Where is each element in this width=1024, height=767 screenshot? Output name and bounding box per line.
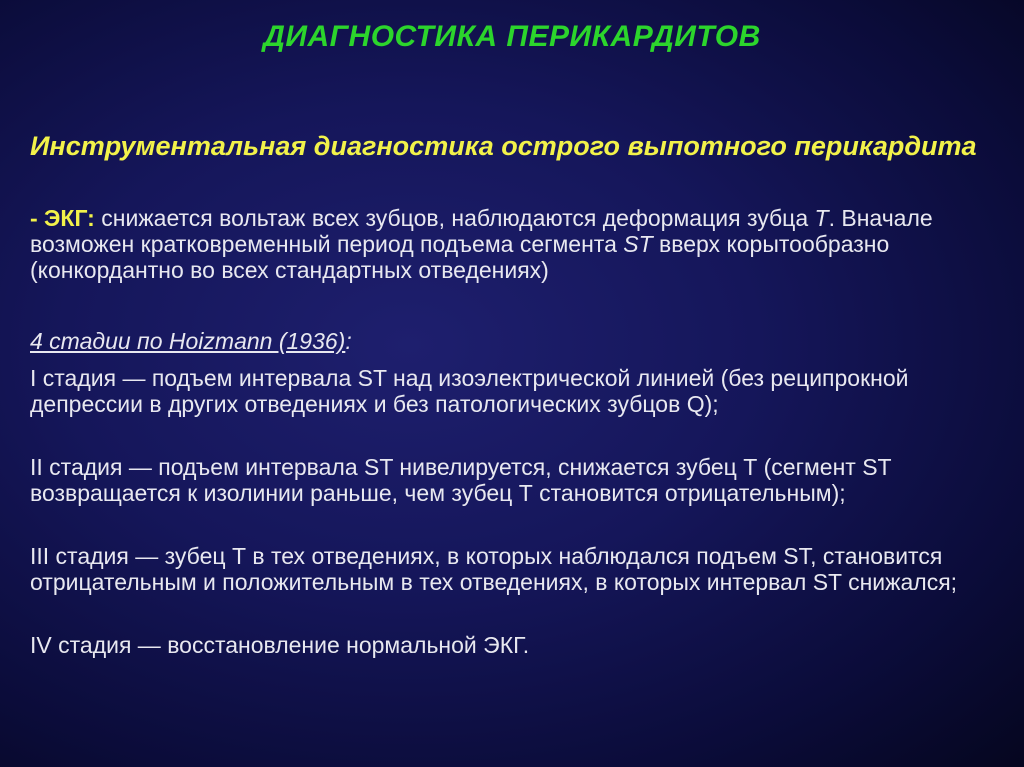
ecg-paragraph bbox=[30, 205, 1005, 283]
ecg-text-1: снижается вольтаж всех зубцов, наблюдаются деформация зубца bbox=[94, 205, 815, 231]
stages-heading bbox=[30, 328, 1005, 354]
ecg-label: - ЭКГ: bbox=[30, 205, 95, 231]
stages-heading-colon: : bbox=[345, 328, 352, 354]
ecg-text-3: вверх корытообразно (конкордантно во всех стандартных отведениях) bbox=[30, 231, 890, 283]
stage-item-3: III стадия — зубец Т в тех отведениях, в которых наблюдался подъем ST, становится отрицательным и положительным в тех отведениях, в которых интервал ST снижался; bbox=[30, 543, 958, 595]
stages-heading-text: 4 стадии по Hoizmann (1936) bbox=[30, 328, 346, 354]
stage-item-2: II стадия — подъем интервала ST нивелируется, снижается зубец Т (сегмент ST возвращается к изолинии раньше, чем зубец Т становится отрицательным); bbox=[30, 454, 892, 506]
slide-subtitle: Инструментальная диагностика острого выпотного перикардита bbox=[30, 131, 977, 161]
ecg-st-segment: ST bbox=[623, 231, 653, 257]
slide-title: ДИАГНОСТИКА ПЕРИКАРДИТОВ bbox=[263, 20, 761, 53]
stage-item-4: IV стадия — восстановление нормальной ЭКГ. bbox=[30, 632, 530, 658]
stage-item-1: I стадия — подъем интервала ST над изоэлектрической линией (без реципрокной депрессии в других отведениях и без патологических зубцов Q); bbox=[30, 365, 909, 417]
ecg-text-2: . Вначале возможен кратковременный период подъема сегмента bbox=[30, 205, 933, 257]
ecg-t-wave: Т bbox=[814, 205, 829, 231]
